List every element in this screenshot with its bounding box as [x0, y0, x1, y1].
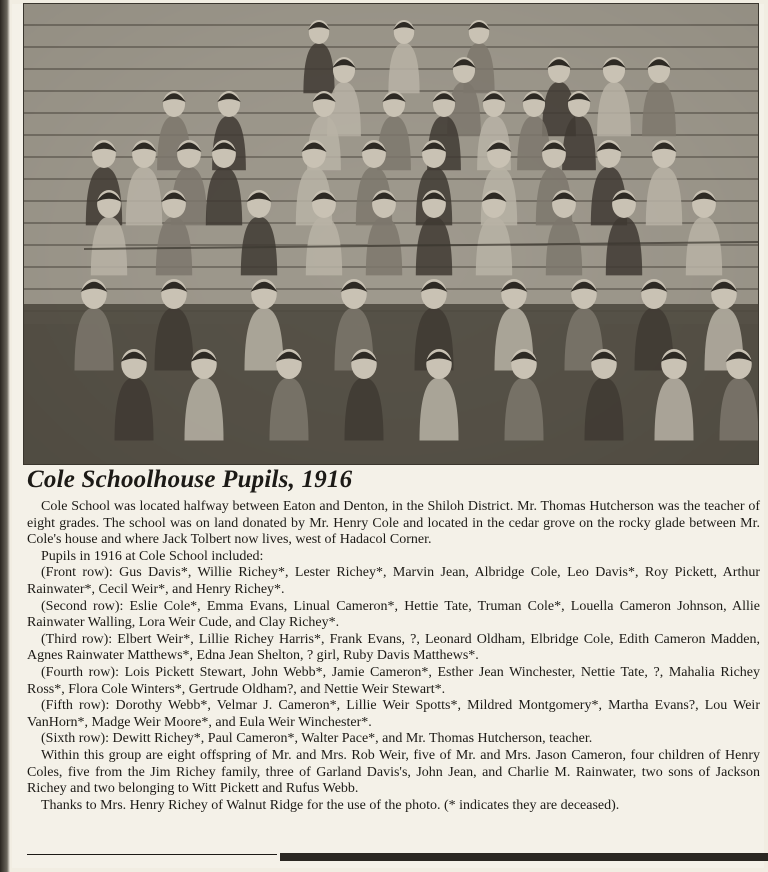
pupils-heading: Pupils in 1916 at Cole School included:	[41, 548, 264, 564]
caption-title: Cole Schoolhouse Pupils, 1916	[27, 466, 353, 493]
third-row-list: (Third row): Elbert Weir*, Lillie Richey Harris*, Frank Evans, ?, Leonard Oldham, Elbridge Cole, Edith Cameron Madden, Agnes Rainwater Matthews*, Edna Jean Shelton, ? girl, Ruby Davis Matthews*.	[27, 631, 760, 664]
fourth-row-list: (Fourth row): Lois Pickett Stewart, John Webb*, Jamie Cameron*, Esther Jean Winchester, Nettie Tate, ?, Mahalia Richey Ross*, Flora Cole Winters*, Gertrude Oldham?, and Nettie Weir Stewart*.	[27, 664, 760, 697]
bottom-edge-strip	[280, 853, 768, 861]
bottom-rule	[27, 854, 277, 855]
second-row-list: (Second row): Eslie Cole*, Emma Evans, Linual Cameron*, Hettie Tate, Truman Cole*, Louella Cameron Johnson, Allie Rainwater Walling, Lora Weir Cude, and Clay Richey*.	[27, 598, 760, 631]
front-row-list: (Front row): Gus Davis*, Willie Richey*, Lester Richey*, Marvin Jean, Albridge Cole, Leo Davis*, Roy Pickett, Arthur Rainwater*, Cecil Weir*, and Henry Richey*.	[27, 565, 760, 597]
clipping-edge	[0, 0, 10, 872]
class-photo	[23, 3, 759, 465]
intro-paragraph: Cole School was located halfway between Eaton and Denton, in the Shiloh District. Mr. Thomas Hutcherson was the teacher of eight grades. The school was on land donated by Mr. Henry Cole and located in the cedar grove on the rocky glade between Mr. Cole's house and where Jack Tolbert now lives, west of Hadacol Corner.	[27, 499, 760, 548]
caption-body	[27, 499, 760, 814]
family-note: Within this group are eight offspring of Mr. and Mrs. Rob Weir, five of Mr. and Mrs. Jason Cameron, four children of Henry Coles, five from the Jim Richey family, three of Garland Davis's, John Jean, and Charlie M. Rainwater, two sons of Jackson Richey and two belonging to Witt Pickett and Rufus Webb.	[27, 747, 760, 797]
class-photo-illustration	[24, 4, 758, 464]
sixth-row-list: (Sixth row): Dewitt Richey*, Paul Cameron*, Walter Pace*, and Mr. Thomas Hutcherson, teacher.	[41, 731, 593, 747]
fifth-row-list: (Fifth row): Dorothy Webb*, Velmar J. Cameron*, Lillie Weir Spotts*, Mildred Montgomery*, Martha Evans?, Lou Weir VanHorn*, Madge Weir Moore*, and Eula Weir Winchester*.	[27, 698, 760, 730]
photo-credit: Thanks to Mrs. Henry Richey of Walnut Ridge for the use of the photo. (* indicates they are deceased).	[41, 797, 620, 813]
